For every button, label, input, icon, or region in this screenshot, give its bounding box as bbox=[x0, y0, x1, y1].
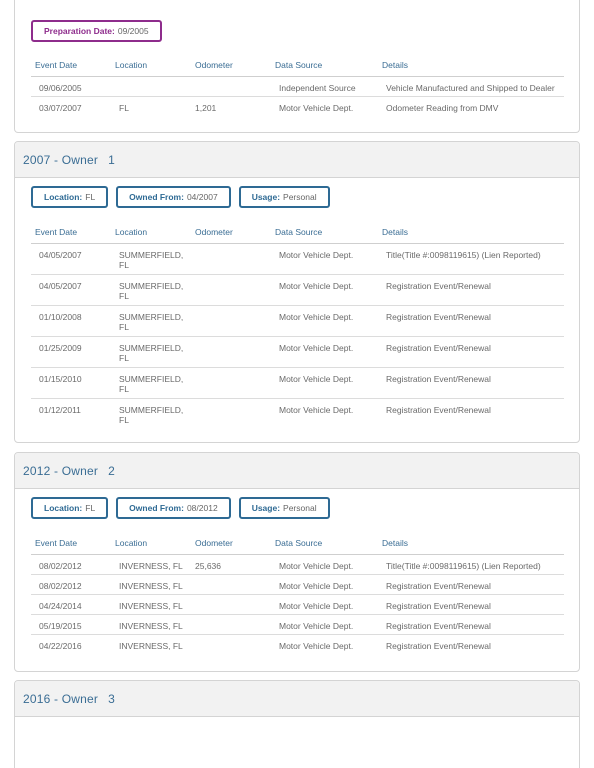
table-row bbox=[31, 634, 564, 654]
event-details: Registration Event/Renewal bbox=[386, 404, 491, 415]
owner-1-card bbox=[14, 141, 580, 443]
owner-title: 2007 - Owner bbox=[23, 152, 99, 167]
event-source: Motor Vehicle Dept. bbox=[271, 367, 378, 398]
usage-badge-label: Usage: bbox=[251, 503, 281, 513]
event-source: Motor Vehicle Dept. bbox=[271, 243, 378, 274]
location-badge-label: Location: bbox=[44, 192, 83, 202]
col-odometer: Odometer bbox=[191, 54, 271, 76]
owner-2-card bbox=[14, 452, 580, 672]
owner-3-header bbox=[15, 681, 579, 717]
location-badge bbox=[31, 186, 108, 208]
event-odometer bbox=[191, 574, 271, 594]
event-source: Motor Vehicle Dept. bbox=[271, 594, 378, 614]
event-location-line-2: FL bbox=[119, 259, 129, 270]
event-location bbox=[111, 398, 191, 429]
owned-from-badge-value: 08/2012 bbox=[186, 503, 218, 513]
table-row bbox=[31, 398, 564, 429]
col-details: Details bbox=[378, 54, 564, 76]
event-date: 05/19/2015 bbox=[31, 614, 111, 634]
event-location: INVERNESS, FL bbox=[111, 614, 191, 634]
event-details: Title(Title #:0098119615) (Lien Reported) bbox=[378, 243, 564, 274]
event-location-line-1: SUMMERFIELD, bbox=[119, 311, 184, 322]
event-location: INVERNESS, FL bbox=[111, 594, 191, 614]
event-source: Motor Vehicle Dept. bbox=[271, 274, 378, 305]
event-location-line-2: FL bbox=[119, 321, 129, 332]
event-source: Independent Source bbox=[271, 76, 378, 96]
event-date: 04/05/2007 bbox=[31, 243, 111, 274]
event-source: Motor Vehicle Dept. bbox=[279, 640, 354, 651]
preparation-events-table bbox=[31, 54, 564, 116]
event-date: 01/25/2009 bbox=[31, 336, 111, 367]
event-location: FL bbox=[119, 102, 129, 113]
event-details: Registration Event/Renewal bbox=[378, 594, 564, 614]
table-row bbox=[31, 574, 564, 594]
event-odometer bbox=[191, 398, 271, 429]
event-location: INVERNESS, FL bbox=[111, 574, 191, 594]
usage-badge-value: Personal bbox=[283, 192, 317, 202]
event-details: Title(Title #:0098119615) (Lien Reported) bbox=[378, 554, 564, 574]
event-location: INVERNESS, FL bbox=[119, 640, 183, 651]
col-event-date: Event Date bbox=[31, 221, 111, 243]
event-details: Registration Event/Renewal bbox=[378, 574, 564, 594]
owner-title: 2012 - Owner bbox=[23, 463, 99, 478]
owned-from-badge bbox=[116, 186, 231, 208]
event-location-line-1: SUMMERFIELD, bbox=[119, 249, 184, 260]
event-location-line-1: SUMMERFIELD, bbox=[119, 342, 184, 353]
owner-number: 1 bbox=[108, 152, 115, 167]
location-badge-value: FL bbox=[85, 503, 96, 513]
owner-1-events-table bbox=[31, 221, 564, 429]
owner-2-events-table bbox=[31, 532, 564, 654]
event-date: 03/07/2007 bbox=[39, 102, 82, 113]
event-odometer bbox=[191, 305, 271, 336]
event-location bbox=[111, 274, 191, 305]
table-row bbox=[31, 367, 564, 398]
event-source: Motor Vehicle Dept. bbox=[271, 554, 378, 574]
col-event-date: Event Date bbox=[31, 532, 111, 554]
event-source: Motor Vehicle Dept. bbox=[279, 102, 354, 113]
event-source: Motor Vehicle Dept. bbox=[279, 404, 354, 415]
event-date: 08/02/2012 bbox=[31, 554, 111, 574]
col-data-source: Data Source bbox=[271, 532, 378, 554]
event-source: Motor Vehicle Dept. bbox=[271, 614, 378, 634]
event-location bbox=[111, 367, 191, 398]
event-date: 01/15/2010 bbox=[31, 367, 111, 398]
event-location bbox=[111, 336, 191, 367]
event-date: 08/02/2012 bbox=[31, 574, 111, 594]
col-location: Location bbox=[111, 532, 191, 554]
event-date: 01/10/2008 bbox=[31, 305, 111, 336]
event-odometer bbox=[191, 76, 271, 96]
event-odometer bbox=[191, 336, 271, 367]
event-source: Motor Vehicle Dept. bbox=[271, 336, 378, 367]
col-data-source: Data Source bbox=[271, 221, 378, 243]
preparation-date-badge bbox=[31, 20, 162, 42]
event-location-line-2: FL bbox=[119, 383, 129, 394]
usage-badge-label: Usage: bbox=[251, 192, 281, 202]
owner-1-header bbox=[15, 142, 579, 178]
event-date: 09/06/2005 bbox=[31, 76, 111, 96]
col-event-date: Event Date bbox=[31, 54, 111, 76]
event-details: Registration Event/Renewal bbox=[386, 640, 491, 651]
col-location: Location bbox=[111, 221, 191, 243]
event-location bbox=[111, 76, 191, 96]
event-odometer bbox=[191, 243, 271, 274]
owner-2-header bbox=[15, 453, 579, 489]
event-details: Registration Event/Renewal bbox=[378, 367, 564, 398]
event-odometer bbox=[191, 614, 271, 634]
event-date: 04/24/2014 bbox=[31, 594, 111, 614]
table-row bbox=[31, 614, 564, 634]
owner-title: 2016 - Owner bbox=[23, 691, 99, 706]
location-badge bbox=[31, 497, 108, 519]
event-location: INVERNESS, FL bbox=[111, 554, 191, 574]
event-odometer bbox=[191, 634, 271, 654]
owned-from-badge bbox=[116, 497, 231, 519]
event-location-line-1: SUMMERFIELD, bbox=[119, 373, 184, 384]
col-details: Details bbox=[378, 532, 564, 554]
usage-badge bbox=[239, 497, 330, 519]
usage-badge bbox=[239, 186, 330, 208]
event-odometer bbox=[191, 274, 271, 305]
event-odometer: 25,636 bbox=[191, 554, 271, 574]
event-date: 01/12/2011 bbox=[39, 404, 81, 415]
event-date: 04/05/2007 bbox=[31, 274, 111, 305]
event-details: Registration Event/Renewal bbox=[378, 614, 564, 634]
preparation-card bbox=[14, 0, 580, 133]
location-badge-value: FL bbox=[85, 192, 96, 202]
event-location-line-1: SUMMERFIELD, bbox=[119, 404, 184, 415]
event-odometer bbox=[191, 367, 271, 398]
event-location-line-1: SUMMERFIELD, bbox=[119, 280, 184, 291]
event-source: Motor Vehicle Dept. bbox=[271, 305, 378, 336]
owned-from-badge-label: Owned From: bbox=[129, 503, 184, 513]
event-details: Registration Event/Renewal bbox=[378, 305, 564, 336]
owner-3-card bbox=[14, 680, 580, 768]
col-odometer: Odometer bbox=[191, 221, 271, 243]
col-odometer: Odometer bbox=[191, 532, 271, 554]
col-details: Details bbox=[378, 221, 564, 243]
owner-number: 3 bbox=[108, 691, 115, 706]
event-location-line-2: FL bbox=[119, 352, 129, 363]
preparation-date-label: Preparation Date: bbox=[44, 26, 115, 36]
col-data-source: Data Source bbox=[271, 54, 378, 76]
event-location bbox=[111, 243, 191, 274]
event-details: Registration Event/Renewal bbox=[378, 274, 564, 305]
table-row bbox=[31, 336, 564, 367]
owned-from-badge-value: 04/2007 bbox=[186, 192, 218, 202]
event-details: Registration Event/Renewal bbox=[378, 336, 564, 367]
table-row bbox=[31, 305, 564, 336]
table-row bbox=[31, 243, 564, 274]
table-row bbox=[31, 554, 564, 574]
event-date: 04/22/2016 bbox=[39, 640, 82, 651]
event-location bbox=[111, 305, 191, 336]
owned-from-badge-label: Owned From: bbox=[129, 192, 184, 202]
col-location: Location bbox=[111, 54, 191, 76]
event-details: Vehicle Manufactured and Shipped to Dealer bbox=[378, 76, 564, 96]
event-location-line-2: FL bbox=[119, 290, 129, 301]
event-odometer bbox=[191, 594, 271, 614]
event-location-line-2: FL bbox=[119, 414, 129, 425]
event-odometer: 1,201 bbox=[195, 102, 217, 113]
owner-number: 2 bbox=[108, 463, 115, 478]
event-source: Motor Vehicle Dept. bbox=[271, 574, 378, 594]
table-row bbox=[31, 594, 564, 614]
event-details: Odometer Reading from DMV bbox=[386, 102, 499, 113]
table-row bbox=[31, 96, 564, 116]
location-badge-label: Location: bbox=[44, 503, 83, 513]
usage-badge-value: Personal bbox=[283, 503, 317, 513]
table-row bbox=[31, 274, 564, 305]
preparation-date-value: 09/2005 bbox=[117, 26, 149, 36]
table-row bbox=[31, 76, 564, 96]
